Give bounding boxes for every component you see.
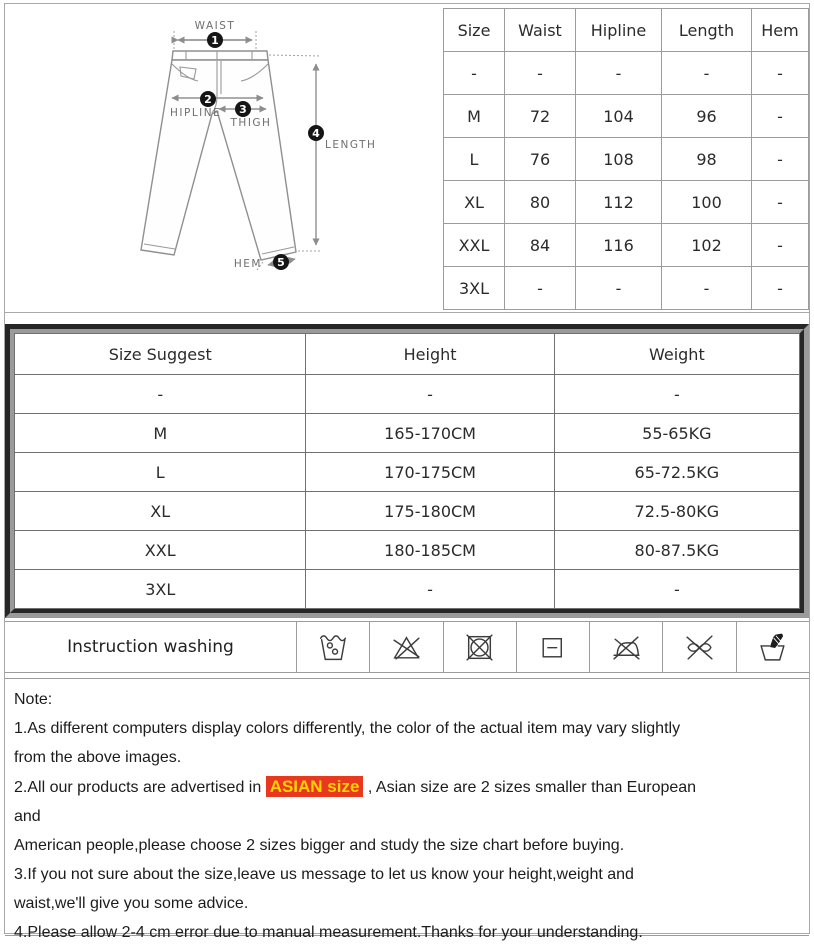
svg-text:5: 5 bbox=[277, 256, 285, 269]
table-cell: 96 bbox=[662, 95, 752, 138]
note-line bbox=[14, 772, 801, 802]
note-line bbox=[14, 714, 801, 743]
table-cell: - bbox=[554, 570, 799, 609]
table-cell: 3XL bbox=[444, 267, 505, 310]
svg-text:1: 1 bbox=[211, 34, 219, 47]
note-text: , Asian size are 2 sizes smaller than European bbox=[363, 779, 697, 796]
table-cell: XL bbox=[444, 181, 505, 224]
pants-diagram-svg bbox=[5, 4, 443, 309]
wash-tub-icon bbox=[296, 622, 369, 672]
measure-point-3-icon bbox=[235, 101, 251, 117]
do-not-iron-icon bbox=[589, 622, 662, 672]
table-cell: - bbox=[505, 52, 576, 95]
note-title: Note: bbox=[14, 691, 53, 708]
do-not-tumble-dry-icon bbox=[443, 622, 516, 672]
table-cell: 102 bbox=[662, 224, 752, 267]
table-cell: 65-72.5KG bbox=[554, 453, 799, 492]
column-header: Waist bbox=[505, 9, 576, 52]
note-line bbox=[14, 889, 801, 918]
table-cell: 76 bbox=[505, 138, 576, 181]
table-cell: 108 bbox=[576, 138, 662, 181]
table-cell: 80 bbox=[505, 181, 576, 224]
note-text: 3.If you not sure about the size,leave us message to let us know your height,weight and bbox=[14, 866, 634, 883]
size-table-wrap bbox=[443, 4, 809, 312]
washing-icons bbox=[296, 622, 809, 672]
asian-size-highlight: ASIAN size bbox=[266, 776, 364, 797]
top-section bbox=[5, 4, 809, 313]
note-line bbox=[14, 831, 801, 860]
table-cell: - bbox=[554, 375, 799, 414]
note-text: 2.All our products are advertised in bbox=[14, 779, 266, 796]
table-cell: 112 bbox=[576, 181, 662, 224]
hipline-label: HIPLINE bbox=[170, 107, 222, 119]
table-cell: 165-170CM bbox=[306, 414, 554, 453]
hem-label: HEM bbox=[233, 258, 262, 270]
table-cell: 98 bbox=[662, 138, 752, 181]
table-row bbox=[444, 224, 809, 267]
table-row bbox=[15, 414, 800, 453]
table-row bbox=[15, 375, 800, 414]
thigh-label: THIGH bbox=[230, 117, 272, 129]
measure-point-2-icon bbox=[200, 91, 216, 107]
table-cell: 80-87.5KG bbox=[554, 531, 799, 570]
table-cell: 3XL bbox=[15, 570, 306, 609]
table-cell: 55-65KG bbox=[554, 414, 799, 453]
table-row bbox=[15, 453, 800, 492]
table-row bbox=[444, 181, 809, 224]
note-text: from the above images. bbox=[14, 749, 182, 766]
table-cell: - bbox=[576, 52, 662, 95]
table-row bbox=[15, 492, 800, 531]
note-line bbox=[14, 918, 801, 947]
table-cell: - bbox=[444, 52, 505, 95]
table-cell: - bbox=[752, 224, 809, 267]
table-cell: - bbox=[752, 95, 809, 138]
table-cell: - bbox=[306, 570, 554, 609]
table-cell: - bbox=[306, 375, 554, 414]
table-cell: - bbox=[752, 138, 809, 181]
note-line bbox=[14, 860, 801, 889]
do-not-bleach-icon bbox=[369, 622, 442, 672]
column-header: Weight bbox=[554, 334, 799, 375]
note-text: American people,please choose 2 sizes bigger and study the size chart before buying. bbox=[14, 837, 625, 854]
svg-text:3: 3 bbox=[239, 103, 247, 116]
note-line bbox=[14, 802, 801, 831]
svg-text:2: 2 bbox=[204, 93, 212, 106]
table-cell: - bbox=[752, 267, 809, 310]
table-row bbox=[15, 531, 800, 570]
washing-label: Instruction washing bbox=[67, 637, 234, 657]
table-cell: XL bbox=[15, 492, 306, 531]
measure-point-5-icon bbox=[273, 254, 289, 270]
column-header: Size Suggest bbox=[15, 334, 306, 375]
size-measurements-table bbox=[443, 8, 809, 310]
table-cell: L bbox=[444, 138, 505, 181]
column-header: Hem bbox=[752, 9, 809, 52]
table-cell: - bbox=[576, 267, 662, 310]
measure-point-4-icon bbox=[308, 125, 324, 141]
table-cell: 170-175CM bbox=[306, 453, 554, 492]
dry-flat-icon bbox=[516, 622, 589, 672]
table-cell: 72 bbox=[505, 95, 576, 138]
pants-outline bbox=[141, 51, 296, 260]
column-header: Hipline bbox=[576, 9, 662, 52]
column-header: Size bbox=[444, 9, 505, 52]
table-cell: 175-180CM bbox=[306, 492, 554, 531]
waist-label: WAIST bbox=[194, 20, 236, 32]
measure-point-1-icon bbox=[207, 32, 223, 48]
table-cell: M bbox=[444, 95, 505, 138]
header-row bbox=[444, 9, 809, 52]
note-text: and bbox=[14, 808, 41, 825]
note-text: 4.Please allow 2-4 cm error due to manual measurement.Thanks for your understanding. bbox=[14, 924, 643, 941]
length-label: LENGTH bbox=[325, 139, 377, 151]
size-suggest-table bbox=[14, 333, 800, 609]
table-row bbox=[444, 52, 809, 95]
table-cell: - bbox=[752, 181, 809, 224]
table-cell: - bbox=[505, 267, 576, 310]
table-cell: 72.5-80KG bbox=[554, 492, 799, 531]
table-row bbox=[444, 95, 809, 138]
table-row bbox=[15, 570, 800, 609]
table-cell: XXL bbox=[15, 531, 306, 570]
note-text: waist,we'll give you some advice. bbox=[14, 895, 249, 912]
hand-wash-icon bbox=[736, 622, 809, 672]
size-chart-page bbox=[4, 3, 810, 941]
table-cell: XXL bbox=[444, 224, 505, 267]
table-cell: - bbox=[662, 267, 752, 310]
column-header: Height bbox=[306, 334, 554, 375]
table-cell: 116 bbox=[576, 224, 662, 267]
header-row bbox=[15, 334, 800, 375]
table-cell: 104 bbox=[576, 95, 662, 138]
note-section bbox=[5, 678, 809, 941]
table-cell: - bbox=[662, 52, 752, 95]
table-cell: M bbox=[15, 414, 306, 453]
table-cell: 180-185CM bbox=[306, 531, 554, 570]
table-row bbox=[444, 267, 809, 310]
do-not-wring-icon bbox=[662, 622, 735, 672]
table-cell: - bbox=[752, 52, 809, 95]
table-cell: 100 bbox=[662, 181, 752, 224]
note-line bbox=[14, 743, 801, 772]
suggest-table-frame bbox=[5, 324, 809, 618]
svg-text:4: 4 bbox=[312, 127, 320, 140]
column-header: Length bbox=[662, 9, 752, 52]
note-lines bbox=[14, 714, 801, 947]
table-row bbox=[444, 138, 809, 181]
table-cell: L bbox=[15, 453, 306, 492]
table-cell: 84 bbox=[505, 224, 576, 267]
washing-instructions-row bbox=[5, 621, 809, 673]
pants-measurement-diagram bbox=[5, 4, 443, 312]
table-cell: - bbox=[15, 375, 306, 414]
note-text: 1.As different computers display colors differently, the color of the actual item may vary slightly bbox=[14, 720, 681, 737]
